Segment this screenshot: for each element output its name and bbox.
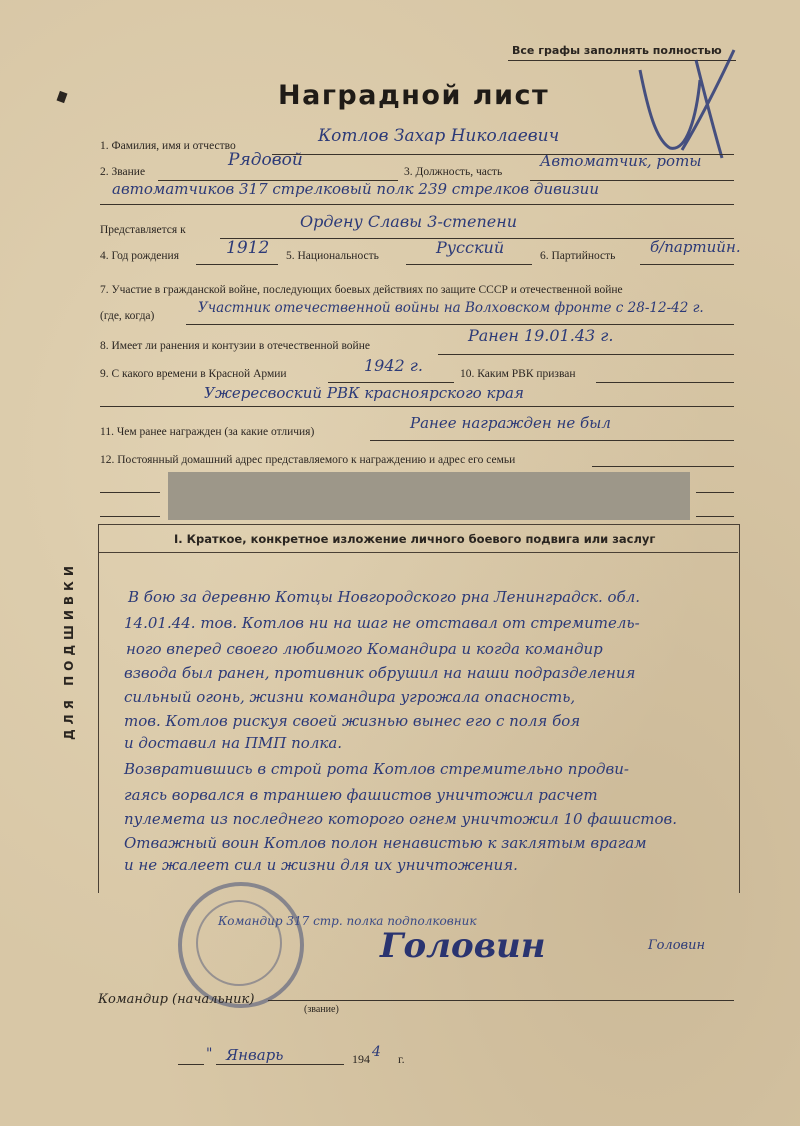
field-5-label: 5. Национальность <box>286 250 379 262</box>
field-8-label: 8. Имеет ли ранения и контузии в отечественной войне <box>100 340 370 352</box>
field-10-value: Ужересвоский РВК красноярского края <box>204 384 524 402</box>
commander-label: Командир (начальник) <box>98 992 255 1007</box>
field-7-label: 7. Участие в гражданской войне, последующих боевых действиях по защите СССР и отечественной войне <box>100 284 623 296</box>
field-11-label: 11. Чем ранее награжден (за какие отличия) <box>100 426 315 438</box>
narrative-line: и доставил на ПМП полка. <box>124 734 343 752</box>
date-quote: " <box>206 1046 213 1062</box>
field-9-value: 1942 г. <box>364 356 423 375</box>
field-8-value: Ранен 19.01.43 г. <box>468 326 614 345</box>
date-month-line <box>216 1064 344 1065</box>
narrative-line: ного вперед своего любимого Командира и когда командир <box>126 640 603 658</box>
merit-section-title: I. Краткое, конкретное изложение личного боевого подвига или заслуг <box>174 532 656 546</box>
field-7-label-2: (где, когда) <box>100 310 155 322</box>
field-5-line <box>406 264 532 265</box>
field-6-line <box>640 264 734 265</box>
sidebar-filing-note <box>62 440 84 740</box>
narrative-line: гаясь ворвался в траншею фашистов уничтожил расчет <box>124 786 598 804</box>
field-3-label: 3. Должность, часть <box>404 166 503 178</box>
narrative-line: сильный огонь, жизни командира угрожала опасность, <box>124 688 576 706</box>
field-1-label: 1. Фамилия, имя и отчество <box>100 140 236 152</box>
field-6-value: б/партийн. <box>650 238 741 256</box>
narrative-line: 14.01.44. тов. Котлов ни на шаг не отставал от стремитель- <box>124 614 640 632</box>
field-9-line <box>328 382 454 383</box>
field-10-label: 10. Каким РВК призван <box>460 368 576 380</box>
field-11-value: Ранее награжден не был <box>410 414 611 432</box>
narrative-line: тов. Котлов рискуя своей жизнью вынес его с поля боя <box>124 712 581 730</box>
field-11-line <box>370 440 734 441</box>
sidebar-text: ДЛЯ ПОДШИВКИ <box>62 561 76 740</box>
handwritten-mark-icon <box>630 40 740 160</box>
narrative-line: Отважный воин Котлов полон ненавистью к заклятым врагам <box>124 834 647 852</box>
page-title: Наградной лист <box>278 80 550 111</box>
commander-signature: Головин <box>380 926 546 966</box>
field-4-value: 1912 <box>226 238 270 258</box>
field-12-line-5 <box>696 516 734 517</box>
field-12-line-4 <box>100 516 160 517</box>
field-5-value: Русский <box>436 238 505 257</box>
narrative-line: Возвратившись в строй рота Котлов стремительно продви- <box>124 760 629 778</box>
field-7-value: Участник отечественной войны на Волховском фронте с 28-12-42 г. <box>198 300 704 316</box>
field-2-label: 2. Звание <box>100 166 146 178</box>
field-3-value: Автоматчик, роты <box>540 152 702 170</box>
date-year-handwritten: 4 <box>372 1044 381 1060</box>
field-1-value: Котлов Захар Николаевич <box>318 126 560 146</box>
field-12-label: 12. Постоянный домашний адрес представляемого к награждению и адрес его семьи <box>100 454 516 466</box>
date-suffix: г. <box>398 1052 405 1066</box>
narrative-line: и не жалеет сил и жизни для их уничтожения. <box>124 856 518 874</box>
field-9-label: 9. С какого времени в Красной Армии <box>100 368 287 380</box>
field-12-line-2 <box>100 492 160 493</box>
redacted-address-block <box>168 472 690 520</box>
field-7-line <box>186 324 734 325</box>
represented-value: Ордену Славы 3-степени <box>300 212 518 231</box>
ink-mark <box>57 91 68 103</box>
field-10-line <box>596 382 734 383</box>
field-12-line-3 <box>696 492 734 493</box>
field-8-line <box>438 354 734 355</box>
represented-label: Представляется к <box>100 224 186 236</box>
date-month: Январь <box>226 1046 284 1064</box>
date-year: 194 <box>352 1052 370 1066</box>
field-2-value: Рядовой <box>228 150 303 170</box>
top-note: Все графы заполнять полностью <box>512 44 722 57</box>
narrative-line: В бою за деревню Котцы Новгородского рна Ленинградск. обл. <box>128 588 641 606</box>
date-line-left <box>178 1064 204 1065</box>
rank-label: (звание) <box>304 1004 339 1015</box>
narrative-line: пулемета из последнего которого огнем уничтожил 10 фашистов. <box>124 810 678 828</box>
field-3-cont-line <box>100 204 734 205</box>
field-4-line <box>196 264 278 265</box>
narrative-line: взвода был ранен, противник обрушил на наши подразделения <box>124 664 636 682</box>
official-stamp <box>178 882 304 1008</box>
field-3-cont: автоматчиков 317 стрелковый полк 239 стрелков дивизии <box>112 180 599 198</box>
field-4-label: 4. Год рождения <box>100 250 179 262</box>
field-10-cont-line <box>100 406 734 407</box>
stamp-overlay-text: Командир 317 стр. полка подполковник <box>218 914 477 928</box>
field-6-label: 6. Партийность <box>540 250 616 262</box>
signature-line <box>268 1000 734 1001</box>
signer-name: Головин <box>648 938 706 953</box>
field-12-line <box>592 466 734 467</box>
